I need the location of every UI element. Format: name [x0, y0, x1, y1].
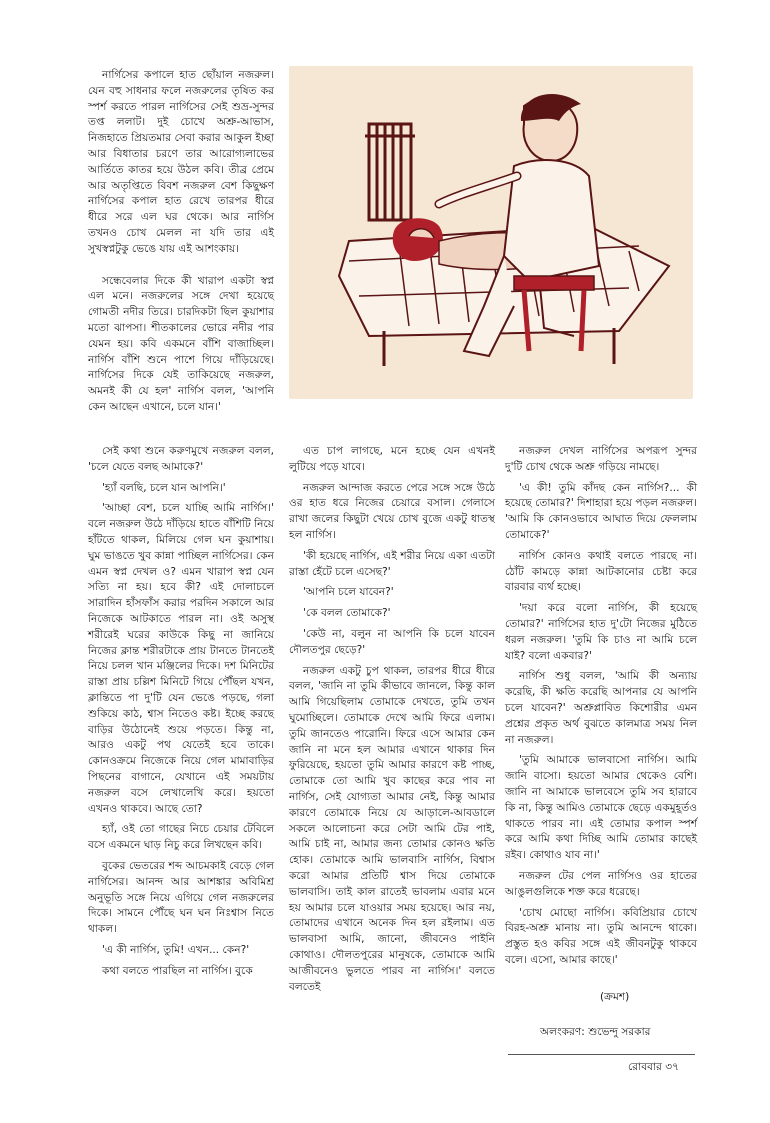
continued-label: (ক্রমশ)	[600, 991, 630, 1003]
column-left-bottom	[88, 444, 274, 1044]
paragraph: কথা বলতে পারছিল না নার্গিস। বুকে	[102, 964, 253, 977]
paragraph: নজরুল দেখল নার্গিসের অপরূপ সুন্দর দু'টি চোখ থেকে অশ্রু গড়িয়ে নামছে।	[505, 445, 697, 473]
paragraph: নার্গিসের কপালে হাত ছোঁয়াল নজরুল। যেন বহু সাধনার ফলে নজরুলের তৃষিত কর স্পর্শ করতে পারল নার্গিসের সেই শুভ্র-সুন্দর তপ্ত ললাট। দুই চোখে অশ্রু-আভাস, নিজহাতে প্রিয়তমার সেবা করার আকুল ইচ্ছা আর বিধাতার চরণে তার আরোগ্যলাভের আর্তিতে কাতর হয়ে উঠল কবি। তীব্র প্রেমে আর অতৃপ্তিতে বিবশ নজরুল বেশ কিছুক্ষণ নার্গিসের কপাল হাত রেখে তারপর ধীরে ধীরে সরে এল ঘর থেকে। আর নার্গিস তখনও চোখ মেলল না যদি তার এই সুখস্বপ্নটুকু ভেঙে যায় এই আশংকায়।	[88, 69, 274, 255]
paragraph: বুকের ভেতরের শব্দ আচমকাই বেড়ে গেল নার্গিসের। আনন্দ আর আশঙ্কার অবিমিশ্র অনুভূতি সঙ্গে নিয়ে এগিয়ে গেল নজরুলের দিকে। সামনে পৌঁছে ঘন ঘন নিঃশ্বাস নিতে থাকল।	[88, 859, 274, 936]
illustration	[289, 66, 693, 399]
column-left-top	[88, 68, 274, 440]
paragraph: নজরুল একটু চুপ থাকল, তারপর ধীরে ধীরে বলল, 'জানি না তুমি কীভাবে জানলে, কিন্তু কাল আমি গিয়েছিলাম তোমাকে দেখতে, তুমি তখন ঘুমোচ্ছিলে। তোমাকে দেখে আমি ফিরে এলাম। তুমি জানতেও পারোনি। ফিরে এসে আমার কেন জানি না মনে হল আমার এখানে থাকার দিন ফুরিয়েছে, হয়তো তুমি আমার কারণে কষ্ট পাচ্ছ, তোমাকে তো আমি খুব কাছের করে পাব না নার্গিস, সেই যোগ্যতা আমার নেই, কিন্তু আমার কারণে তোমাকে নিয়ে যে আড়ালে-আবডালে সকলে আলোচনা করে সেটা আমি টের পাই, আমি চাই না, আমার জন্য তোমার কোনও ক্ষতি হোক। তোমাকে আমি ভালবাসি নার্গিস, বিশ্বাস করো আমার প্রতিটি শ্বাস দিয়ে তোমাকে ভালবাসি। তাই কাল রাতেই ভাবলাম এবার মনে হয় আমার চলে যাওয়ার সময় হয়েছে। আর নয়, তোমাদের এখানে অনেক দিন হল রইলাম। এত ভালবাসা আমি, জানো, জীবনেও পাইনি কোথাও। দৌলতপুরের মানুষকে, তোমাকে আমি আজীবনেও ভুলতে পারব না নার্গিস।' বলতে বলতেই	[289, 664, 495, 993]
paragraph: 'হ্যাঁ বলছি, চলে যান আপনি।'	[102, 481, 226, 494]
paragraph: সন্ধেবেলার দিকে কী খারাপ একটা স্বপ্ন এল মনে। নজরুলের সঙ্গে দেখা হয়েছে গোমতী নদীর তিরে। চারদিকটা ছিল কুয়াশার মতো ঝাপসা। শীতকালের ভোরে নদীর পার যেমন হয়। কবি একমনে বাঁশি বাজাচ্ছিল। নার্গিস বাঁশি শুনে পাশে গিয়ে দাঁড়িয়েছে। নার্গিসের দিকে যেই তাকিয়েছে নজরুল, অমনই কী যে হল' নার্গিস বলল, 'আপনি কেন আছেন এখানে, চলে যান।'	[88, 274, 274, 413]
paragraph: হ্যাঁ, ওই তো গাছের নিচে চেয়ার টেবিলে বসে একমনে ঘাড় নিচু করে লিখছেন কবি।	[88, 823, 274, 852]
column-right	[505, 444, 698, 966]
column-middle	[289, 444, 495, 1044]
paragraph: 'কী হয়েছে নার্গিস, এই শরীর নিয়ে একা এতটা রাস্তা হেঁটে চলে এসেছ?'	[289, 549, 495, 578]
paragraph: 'এ কী নার্গিস, তুমি! এখন... কেন?'	[102, 943, 250, 956]
paragraph: 'দয়া করে বলো নার্গিস, কী হয়েছে তোমার?' নার্গিসের হাত দু'টো নিজের মুঠিতে ধরল নজরুল। 'তুমি কি চাও না আমি চলে যাই? বলো একবার?'	[505, 602, 697, 662]
paragraph: নজরুল আন্দাজ করতে পেরে সঙ্গে সঙ্গে উঠে ওর হাত ধরে নিজের চেয়ারে বসাল। গেলাসে রাখা জলের কিছুটা খেয়ে চোখ বুজে একটু ধাতস্থ হল নার্গিস।	[289, 481, 495, 541]
paragraph: এত চাপ লাগছে, মনে হচ্ছে যেন এখনই লুটিয়ে পড়ে যাবে।	[289, 445, 495, 473]
paragraph: 'এ কী! তুমি কাঁদছ কেন নার্গিস?... কী হয়েছে তোমার?' দিশাহারা হয়ে পড়ল নজরুল। 'আমি কি কোনওভাবে আঘাত দিয়ে ফেললাম তোমাকে?'	[505, 481, 698, 541]
paragraph: 'তুমি আমাকে ভালবাসো নার্গিস। আমি জানি বাসো। হয়তো আমার থেকেও বেশি। জানি না আমাকে ভালবেসে তুমি সব হারাবে কি না, কিন্তু আমিও তোমাকে ছেড়ে একমুহূর্তও থাকতে পারব না। এই তোমার কপাল স্পর্শ করে আমি কথা দিচ্ছি আমি তোমার কাছেই রইব। কোথাও যাব না।'	[505, 754, 697, 862]
page-folio: রোববার ৩৭	[628, 1061, 680, 1073]
paragraph: 'আপনি চলে যাবেন?'	[303, 586, 394, 599]
illustration-credit: অলংকরণ: শুভেন্দু সরকার	[540, 1026, 651, 1038]
illustration-drawing	[289, 66, 693, 399]
paragraph: 'আচ্ছা বেশ, চলে যাচ্ছি আমি নার্গিস।' বলে নজরুল উঠে দাঁড়িয়ে হাতে বাঁশিটি নিয়ে হাঁটতে থাকল, মিলিয়ে গেল ঘন কুয়াশায়। ঘুম ভাঙতে খুব কান্না পাচ্ছিল নার্গিসের। কেন এমন স্বপ্ন দেখল ও? এমন খারাপ স্বপ্ন যেন সত্যি না হয়। হবে কী? এই দোলাচলে সারাদিন হাঁসফাঁস করার পরদিন সকালে আর নিজেকে আটকাতে পারল না। ওই অসুস্থ শরীরেই ঘরের কাউকে কিছু না জানিয়ে নিজের ক্লান্ত শরীরটাকে প্রায় টানতে টানতেই নিয়ে চলল খান মঞ্জিলের দিকে। দশ মিনিটের রাস্তা প্রায় চল্লিশ মিনিটে গিয়ে পৌঁছল যখন, ক্লান্তিতে পা দু'টি যেন ভেঙে পড়ছে, গলা শুকিয়ে কাঠ, শ্বাস নিতেও কষ্ট। ইচ্ছে করছে বাড়ির উঠোনেই শুয়ে পড়তে। কিন্তু না, আরও একটু পথ যেতেই হবে তাকে। কোনওক্রমে নিজেকে নিয়ে গেল মামাবাড়ির পিছনের বাগানে, যেখানে এই সময়টায় নজরুল বসে লেখালেখি করে। হয়তো এখনও থাকবে। আছে তো?	[88, 502, 274, 815]
paragraph: নার্গিস শুধু বলল, 'আমি কী অন্যায় করেছি, কী ক্ষতি করেছি আপনার যে আপনি চলে যাবেন?' অশ্রুপ্লাবিত কিশোরীর এমন প্রশ্নের প্রকৃত অর্থ বুঝতে কালমাত্র সময় নিল না নজরুল।	[505, 670, 697, 746]
paragraph: 'চোখ মোছো নার্গিস। কবিপ্রিয়ার চোখে বিরহ-অশ্রু মানায় না। তুমি আনন্দে থাকো। প্রস্তুত হও কবির সঙ্গে এই জীবনটুকু থাকবে বলে। এসো, আমার কাছে।'	[505, 906, 697, 966]
paragraph: সেই কথা শুনে করুণমুখে নজরুল বলল, 'চলে যেতে বলছ আমাকে?'	[88, 445, 274, 473]
footer-rule	[508, 1054, 695, 1055]
paragraph: 'কে বলল তোমাকে?'	[303, 607, 391, 620]
paragraph: 'কেউ না, বলুন না আপনি কি চলে যাবেন দৌলতপুর ছেড়ে?'	[289, 627, 495, 656]
paragraph: নজরুল টের পেল নার্গিসও ওর হাতের আঙুলগুলিকে শক্ত করে ধরেছে।	[505, 869, 697, 898]
paragraph: নার্গিস কোনও কথাই বলতে পারছে না। ঠোঁট কামড়ে কান্না আটকানোর চেষ্টা করে বারবার ব্যর্থ হচ্ছে।	[505, 549, 697, 594]
